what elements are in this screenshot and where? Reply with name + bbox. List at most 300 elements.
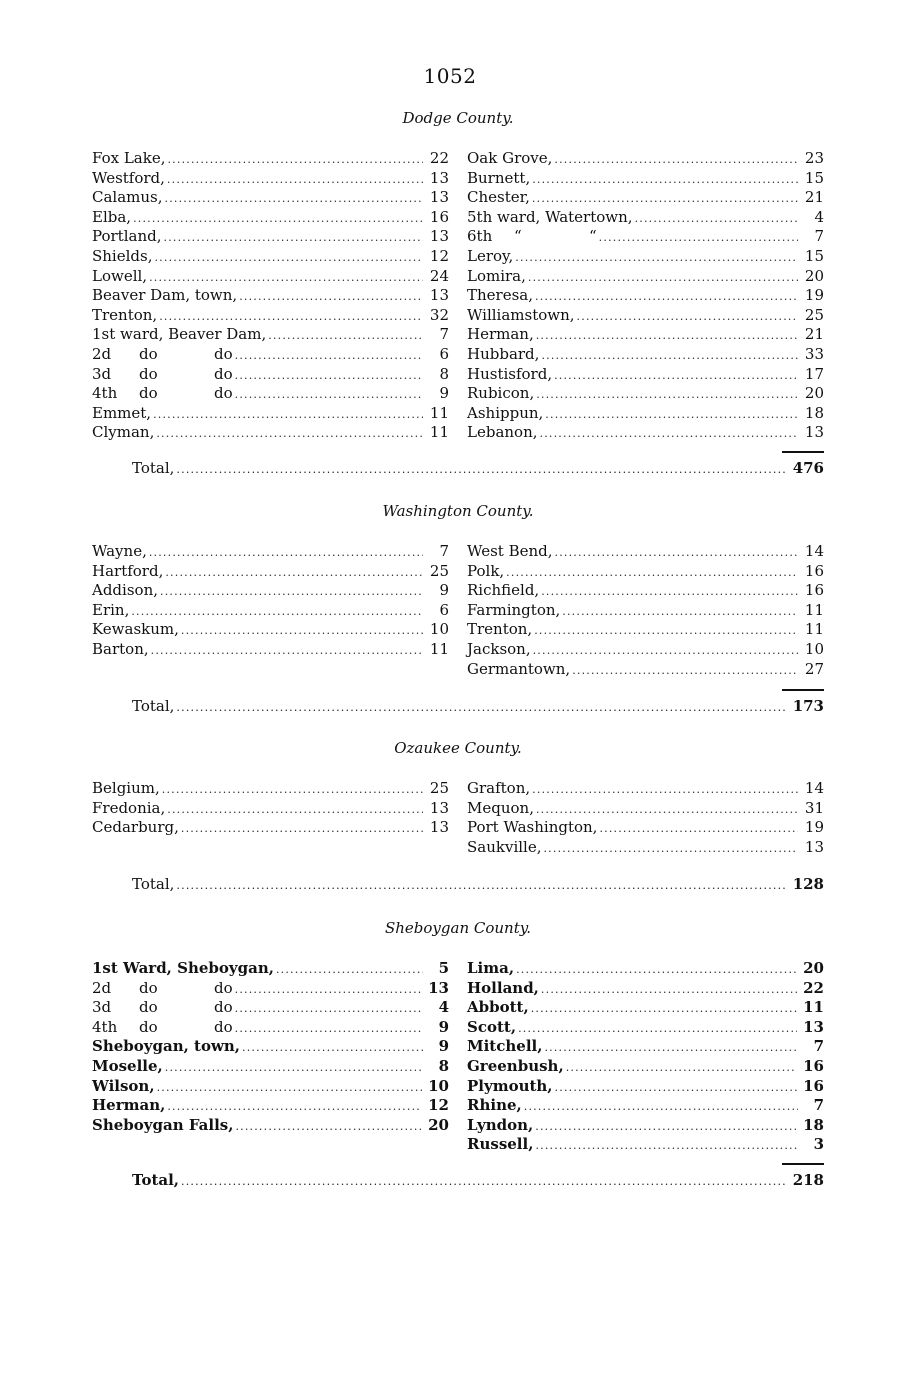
list-item [92,325,449,345]
entry-name: Chester, [467,188,530,207]
list-item [467,267,824,287]
leader-dots [149,543,423,563]
entry-name: Port Washington, [467,818,598,837]
left-column [92,959,449,1155]
list-item [92,365,449,385]
county-title: Dodge County. [402,109,514,127]
entry-value: 13 [803,1017,824,1036]
list-item [92,1057,449,1077]
list-item [467,998,824,1018]
entry-name: Hubbard, [467,344,540,363]
county-title: Ozaukee County. [394,739,522,757]
leader-dots [156,424,423,444]
entry-name: Moselle, [92,1056,163,1075]
list-item [92,640,449,660]
list-item [92,306,449,326]
leader-dots [534,621,798,641]
leader-dots [555,1078,798,1098]
list-item [467,620,824,640]
leader-dots [532,780,798,800]
leader-dots [181,1171,785,1193]
list-item [467,1135,824,1155]
entry-name: Erin, [92,600,130,619]
entry-name: Westford, [92,168,165,187]
leader-dots [635,209,798,229]
leader-dots [535,1136,798,1156]
entry-name: Farmington, [467,600,561,619]
list-item [92,799,449,819]
entry-value: 25 [429,561,449,580]
entry-name-part: 3d [92,998,112,1017]
entry-name [92,998,233,1018]
list-item [467,286,824,306]
list-item [467,1057,824,1077]
leader-dots [276,960,423,980]
entry-value: 23 [804,149,824,167]
entry-name: Elba, [92,207,132,226]
left-column [92,779,449,857]
list-item [92,542,449,562]
list-item [92,1077,449,1097]
entry-value: 14 [804,542,824,560]
leader-dots [543,839,798,859]
leader-dots [599,819,798,839]
entry-name: Addison, [92,581,158,600]
entry-name: Barton, [92,639,149,658]
total-row [92,457,824,479]
list-item [92,1096,449,1116]
entry-name: Lowell, [92,266,148,285]
entry-name: Trenton, [467,620,533,639]
entry-name: Rubicon, [467,384,535,403]
entry-value: 4 [814,207,824,226]
entry-name: Herman, [92,1096,166,1115]
entry-value: 16 [803,1056,824,1075]
entry-value: 9 [438,1037,449,1056]
leader-dots [572,661,798,681]
list-item [92,1116,449,1136]
leader-dots [235,1019,423,1039]
entry-value: 10 [429,620,449,639]
entry-name: Calamus, [92,188,163,207]
leader-dots [151,641,423,661]
entry-name: Plymouth, [467,1076,553,1095]
entry-name: Greenbush, [467,1056,564,1075]
entry-value: 18 [803,1115,824,1134]
entry-name: Germantown, [467,659,571,678]
list-item [467,247,824,267]
leader-dots [541,582,798,602]
list-item [467,227,824,247]
entry-value: 13 [429,168,449,187]
entry-name: Kewaskum, [92,620,179,639]
entry-name-part: do [214,1017,233,1036]
list-item [92,384,449,404]
entry-value: 7 [813,1096,824,1115]
entry-value: 12 [429,246,449,265]
leader-dots [160,582,423,602]
list-item [467,1077,824,1097]
left-column [92,542,449,679]
entry-value: 4 [438,998,449,1017]
entry-value: 20 [803,959,824,977]
list-item [92,620,449,640]
leader-dots [239,287,423,307]
entry-name: Sheboygan, town, [92,1037,241,1056]
entry-value: 7 [439,325,449,344]
leader-dots [599,228,798,248]
leader-dots [167,1097,422,1117]
list-item [467,404,824,424]
entry-value: 13 [429,188,449,207]
list-item [467,325,824,345]
leader-dots [176,459,784,481]
total-value: 173 [792,697,824,716]
entry-value: 13 [428,978,449,997]
right-column [467,542,824,679]
entry-value: 3 [813,1135,824,1154]
list-item [92,601,449,621]
leader-dots [154,248,423,268]
entry-value: 7 [813,1037,824,1056]
entry-name [92,365,233,385]
list-item [92,423,449,443]
county-title: Sheboygan County. [384,919,531,937]
entry-name: Sheboygan Falls, [92,1115,234,1134]
entry-name: 1st ward, Beaver Dam, [92,325,267,344]
leader-dots [554,150,798,170]
entry-name: Trenton, [92,305,158,324]
leader-dots [268,326,423,346]
list-item [92,267,449,287]
entry-name-part: do [139,978,158,997]
list-item [467,581,824,601]
entry-value: 11 [429,403,449,422]
entry-value: 9 [439,581,449,600]
entry-name [92,345,233,365]
total-row [92,695,824,717]
leader-dots [235,980,422,1000]
entry-name-part: do [139,364,158,383]
entry-name: Burnett, [467,168,531,187]
entry-name: 1st Ward, Sheboygan, [92,959,274,977]
entry-name: Theresa, [467,286,533,305]
entry-value: 32 [429,305,449,324]
leader-dots [235,1117,422,1137]
total-label: Total, [132,697,175,716]
leader-dots [536,326,798,346]
entry-value: 9 [438,1017,449,1036]
list-item [92,345,449,365]
total-row [92,873,824,895]
leader-dots [164,228,424,248]
entry-value: 11 [429,423,449,442]
entry-value: 16 [803,1076,824,1095]
entry-value: 16 [804,561,824,580]
list-item [92,208,449,228]
leader-dots [533,641,798,661]
leader-dots [554,366,798,386]
leader-dots [181,819,423,839]
leader-dots [535,1117,797,1137]
entry-name-part: 6th [467,227,493,246]
entry-value: 20 [804,384,824,403]
entry-value: 21 [804,325,824,344]
leader-dots [544,1038,798,1058]
list-item [92,562,449,582]
leader-dots [555,543,799,563]
entry-value: 8 [438,1056,449,1075]
leader-dots [165,563,423,583]
entry-name: Grafton, [467,779,531,797]
total-row [92,1169,824,1191]
list-item [467,345,824,365]
list-item [467,838,824,858]
entry-name-part: do [139,1017,158,1036]
total-rule [782,1163,824,1165]
county-title: Washington County. [382,502,534,520]
entry-value: 22 [803,978,824,997]
entry-value: 11 [429,639,449,658]
entry-value: 8 [439,364,449,383]
list-item [467,1018,824,1038]
entry-name-part: do [214,978,233,997]
list-item [467,799,824,819]
entry-name: Wilson, [92,1076,155,1095]
total-value: 218 [792,1170,824,1189]
entry-name: Lomira, [467,266,526,285]
entry-value: 18 [804,403,824,422]
entry-value: 5 [438,959,449,977]
entry-name: Richfield, [467,581,540,600]
leader-dots [242,1038,423,1058]
leader-dots [162,780,423,800]
entry-name: Ashippun, [467,403,544,422]
entry-value: 13 [804,837,824,856]
entry-value: 13 [429,227,449,246]
entry-value: 20 [804,266,824,285]
entry-value: 22 [429,149,449,167]
entry-name: Mequon, [467,798,534,817]
list-item [92,1018,449,1038]
entry-value: 10 [804,639,824,658]
sheboygan-county-section [92,917,824,1191]
leader-dots [176,875,784,897]
entry-value: 25 [429,779,449,797]
list-item [467,384,824,404]
leader-dots [149,268,423,288]
entry-name: Portland, [92,227,162,246]
entry-name: Holland, [467,978,539,997]
list-item [467,306,824,326]
list-item [467,423,824,443]
entry-name: Fox Lake, [92,149,166,167]
entry-name [467,227,597,247]
list-item [467,1037,824,1057]
entry-name-part: do [139,998,158,1017]
entry-value: 15 [804,168,824,187]
leader-dots [165,189,423,209]
leader-dots [157,1078,423,1098]
list-item [467,660,824,680]
list-item [467,542,824,562]
list-item [467,640,824,660]
entry-value: 16 [429,207,449,226]
leader-dots [167,150,423,170]
entry-name-part: do [214,364,233,383]
leader-dots [535,287,798,307]
entry-name-part: do [139,344,158,363]
leader-dots [516,960,797,980]
entry-value: 17 [804,364,824,383]
list-item [467,562,824,582]
entry-name: Abbott, [467,998,529,1017]
list-item [467,601,824,621]
list-item [467,208,824,228]
entry-name: Williamstown, [467,305,575,324]
entry-name: Wayne, [92,542,147,560]
total-rule [782,689,824,691]
total-value: 476 [792,458,824,477]
entry-name: Saukville, [467,837,542,856]
entry-name-part: do [214,998,233,1017]
leader-dots [506,563,798,583]
entry-value: 13 [429,798,449,817]
entry-name: Mitchell, [467,1037,543,1056]
right-column [467,779,824,857]
leader-dots [176,697,784,719]
entry-name-part: do [214,384,233,403]
list-item [92,1037,449,1057]
list-item [467,365,824,385]
list-item [467,779,824,799]
entry-name: Fredonia, [92,798,166,817]
entry-name: Emmet, [92,403,152,422]
entry-value: 19 [804,818,824,837]
entry-value: 13 [429,818,449,837]
entry-value: 6 [439,600,449,619]
entry-value: 15 [804,246,824,265]
entry-name: Hartford, [92,561,164,580]
leader-dots [532,189,798,209]
entry-name-part: 2d [92,978,112,997]
entry-value: 27 [804,659,824,678]
entry-name: Rhine, [467,1096,522,1115]
list-item [92,959,449,979]
leader-dots [159,307,423,327]
list-item [92,188,449,208]
list-item [467,959,824,979]
entry-value: 25 [804,305,824,324]
right-column [467,149,824,443]
entry-name: West Bend, [467,542,553,560]
leader-dots [528,268,798,288]
list-item [92,149,449,169]
list-item [92,979,449,999]
leader-dots [536,385,798,405]
leader-dots [167,800,423,820]
leader-dots [545,405,798,425]
entry-name: Shields, [92,246,153,265]
leader-dots [131,602,423,622]
leader-dots [562,602,798,622]
page-number: 1052 [423,64,477,88]
entry-name: Belgium, [92,779,160,797]
entry-value: 13 [429,286,449,305]
leader-dots [524,1097,798,1117]
entry-name-part: 2d [92,344,112,363]
list-item [467,188,824,208]
list-item [92,247,449,267]
entry-name [92,979,233,999]
leader-dots [541,980,797,1000]
entry-value: 33 [804,344,824,363]
entry-name: Hustisford, [467,364,553,383]
entry-name: Herman, [467,325,534,344]
entry-name: Leroy, [467,246,514,265]
leader-dots [531,999,797,1019]
entry-name: Polk, [467,561,505,580]
entry-value: 19 [804,286,824,305]
list-item [467,818,824,838]
list-item [92,581,449,601]
total-label: Total, [132,875,175,894]
entry-name: Lyndon, [467,1115,534,1134]
leader-dots [235,346,423,366]
entry-name-part: 3d [92,364,112,383]
leader-dots [235,366,423,386]
list-item [467,149,824,169]
list-item [92,404,449,424]
leader-dots [181,621,423,641]
leader-dots [518,1019,797,1039]
entry-name: Cedarburg, [92,818,179,837]
list-item [467,169,824,189]
entry-value: 11 [804,620,824,639]
washington-county-section [92,500,824,717]
list-item [92,169,449,189]
leader-dots [167,170,423,190]
list-item [467,1096,824,1116]
entry-value: 20 [428,1115,449,1134]
leader-dots [532,170,798,190]
entry-name: Oak Grove, [467,149,553,167]
entry-value: 7 [439,542,449,560]
list-item [92,998,449,1018]
leader-dots [235,385,423,405]
entry-name-part: “ [514,227,522,246]
list-item [467,1116,824,1136]
entry-name-part: do [139,384,158,403]
entry-name-part: “ [589,227,597,246]
total-label: Total, [132,458,175,477]
entry-value: 9 [439,384,449,403]
leader-dots [566,1058,797,1078]
entry-name: Beaver Dam, town, [92,286,238,305]
entry-value: 12 [428,1096,449,1115]
leader-dots [133,209,423,229]
entry-value: 31 [804,798,824,817]
list-item [92,286,449,306]
list-item [467,979,824,999]
entry-name: Clyman, [92,423,155,442]
entry-value: 6 [439,344,449,363]
leader-dots [165,1058,423,1078]
list-item [92,779,449,799]
leader-dots [515,248,798,268]
leader-dots [540,424,798,444]
total-rule [782,451,824,453]
